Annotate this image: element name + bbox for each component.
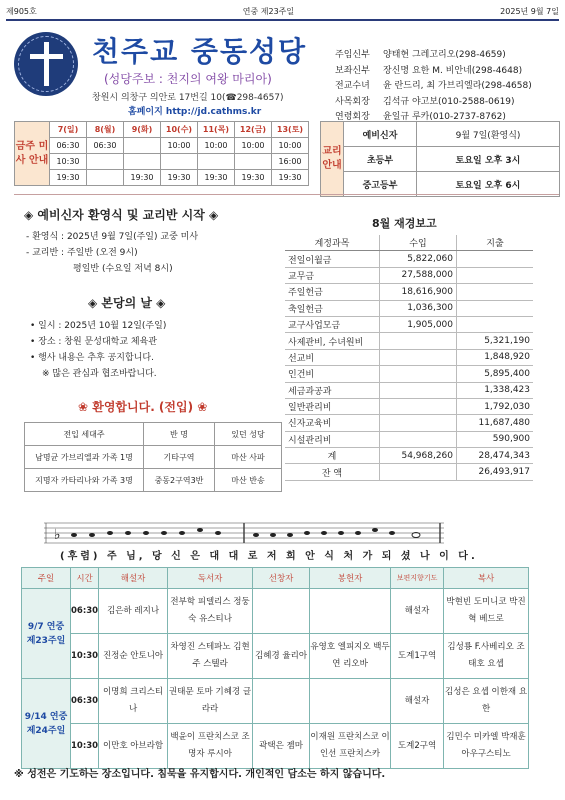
education-table: 교리 안내 예비신자 9월 7일(환영식) 초등부 토요일 오후 3시 중고등부 토요일 오후 6시 [320,121,560,197]
finance-table: 계정과목 수입 지출 전일이월금 5,822,060 교무금 27,588,000 주일헌금 18,616,900 축일헌금 1,036,300 교구사업모금 1,905,000 사제관비, 수녀원비 5,321,190 선교비 1,848,920 인건비 5,895,400 세금과공과 1,338,423 일반관리비 1,792,030 신자교육비 11,687,480 시설관리비 590,900 계 54,968,260 28,474,343 잔 액 26,493,917 [285,235,533,481]
mass-row: 19:30 19:30 19:30 19:30 19:30 19:30 [15,170,309,186]
divider [6,19,559,21]
music-staff [44,519,444,545]
welcome-table: 전입 세대주 반 명 있던 성당 남명균 가브리엘과 가족 1명 기타구역 마산 사파 지명자 카타리나와 가족 3명 중동2구역3반 마산 반송 [24,422,282,492]
refrain-lyrics: (후렴) 주 님, 당 신 은 대 대 로 저 희 안 식 처 가 되 셨 나 이 다. [60,551,478,562]
parish-logo [14,32,78,96]
table-row: 10:30 진정순 안토니아 차영진 스테파노 김현주 스텔라 김혜경 율리아 유영호 엘피지오 백두연 리오바 도계1구역 김성룡 F.사베리오 조태호 요셉 [22,634,529,679]
finance-row: 일반관리비 1,792,030 [285,398,533,414]
issue-date: 2025년 9월 7일 [500,6,559,16]
founding-line: • 장소 : 창원 문성대학교 체육관 [30,337,157,347]
welcome-heading: ❀ 환영합니다. (전입) ❀ [78,400,208,414]
finance-row: 주일헌금 18,616,900 [285,284,533,300]
staff-row: 연령회장 윤일규 루카(010-2737-8762) [335,112,506,122]
silence-notice: ※ 성전은 기도하는 장소입니다. 침묵을 유지합시다. 개인적인 담소는 하지 않습니다. [14,769,386,780]
finance-row: 인건비 5,895,400 [285,366,533,382]
ministry-schedule-table: 주일 시간 해설자 독서자 선창자 봉헌자 보편지향기도 복사 9/7 연중 제23주일 06:30 김은하 레지나 전부학 피델리스 정둥숙 유스티나 해설자 박현빈 도미니코 박진혁 베드로 10:30 진정순 안토니아 차영진 스테파노 김현주 스텔라 김혜경 율리아 유영호 엘피지오 백두연 리오바 도계1구역 김성룡 F.사베리오 조태호 요셉 9/14 연중 제24주일 06:30 이명희 크리스티나 권태문 토마 기혜경 글라라 해설자 김성은 요셉 이한재 요한 10:30 이만호 아브라함 백윤이 프란치스코 조명자 루시아 곽택은 젬마 이재원 프란치스코 이인선 프란치스카 도계2구역 김민수 미카엘 박재훈 아우구스티노 [21,567,529,769]
finance-row: 잔 액 26,493,917 [285,464,533,480]
finance-row: 축일헌금 1,036,300 [285,300,533,316]
divider [14,194,559,195]
table-row: 남명균 가브리엘과 가족 1명 기타구역 마산 사파 [25,446,282,469]
education-label: 교리 안내 [321,122,344,197]
parish-address: 창원시 의창구 의안로 17번길 10(☎298-4657) [92,93,284,103]
catechumen-line: - 교리반 : 주일반 (오전 9시) [26,248,138,258]
issue-number: 제905호 [6,6,37,16]
bulletin-subtitle: (성당주보 : 천지의 여왕 마리아) [104,72,272,86]
catechumen-line: - 환영식 : 2025년 9월 7일(주일) 교중 미사 [26,232,199,242]
finance-title: 8월 재경보고 [372,217,437,230]
founding-line: • 행사 내용은 추후 공지합니다. [30,353,154,363]
svg-text:♭: ♭ [54,527,61,543]
finance-row: 사제관비, 수녀원비 5,321,190 [285,333,533,349]
finance-row: 전일이월금 5,822,060 [285,251,533,267]
table-row: 지명자 카타리나와 가족 3명 중동2구역3반 마산 반송 [25,469,282,492]
staff-row: 사목회장 김석규 야고보(010-2588-0619) [335,96,515,107]
finance-row: 교무금 27,588,000 [285,267,533,283]
finance-row: 세금과공과 1,338,423 [285,382,533,398]
staff-list [335,48,560,126]
mass-row: 10:30 16:00 [15,154,309,170]
table-row: 9/7 연중 제23주일 06:30 김은하 레지나 전부학 피델리스 정둥숙 유스티나 해설자 박현빈 도미니코 박진혁 베드로 [22,589,529,634]
staff-row: 전교수녀 윤 란드리, 최 가브리엘라(298-4658) [335,81,532,91]
mass-schedule-table: 금주 미사 안내 7(일) 8(월) 9(화) 10(수) 11(목) 12(금) 13(토) 06:30 06:30 10:00 10:00 10:00 10:00 10:30 16:00 19:30 19:30 19:30 19:30 19:30 19:30 [14,121,309,186]
finance-row: 시설관리비 590,900 [285,431,533,447]
catechumen-line: 평일반 (수요일 저녁 8시) [73,264,173,274]
staff-row: 보좌신부 장신명 요한 M. 비안네(298-4648) [335,65,523,76]
table-row: 10:30 이만호 아브라함 백윤이 프란치스코 조명자 루시아 곽택은 젬마 이재원 프란치스코 이인선 프란치스카 도계2구역 김민수 미카엘 박재훈 아우구스티노 [22,724,529,769]
mass-row: 06:30 06:30 10:00 10:00 10:00 10:00 [15,138,309,154]
founding-heading: ◈ 본당의 날 ◈ [88,296,166,310]
parish-title: 천주교 중동성당 [92,35,308,68]
finance-row: 교구사업모금 1,905,000 [285,316,533,332]
catechumen-heading: ◈ 예비신자 환영식 및 교리반 시작 ◈ [24,208,219,222]
founding-line: ※ 많은 관심과 협조바랍니다. [42,369,157,379]
flower-icon: ❀ [78,400,93,414]
staff-row: 주임신부 양태현 그레고리오(298-4659) [335,50,506,60]
table-row: 9/14 연중 제24주일 06:30 이명희 크리스티나 권태문 토마 기혜경 글라라 해설자 김성은 요셉 이한재 요한 [22,679,529,724]
finance-row: 선교비 1,848,920 [285,349,533,365]
homepage-link[interactable]: 홈페이지 http://jd.cathms.kr [128,107,262,117]
issue-bar [6,4,559,18]
flower-icon: ❀ [193,400,208,414]
finance-row: 계 54,968,260 28,474,343 [285,448,533,464]
finance-row: 신자교육비 11,687,480 [285,415,533,431]
mass-label: 금주 미사 안내 [15,122,50,186]
founding-line: • 일시 : 2025년 10월 12일(주일) [30,321,167,331]
liturgical-week: 연중 제23주일 [242,6,295,16]
